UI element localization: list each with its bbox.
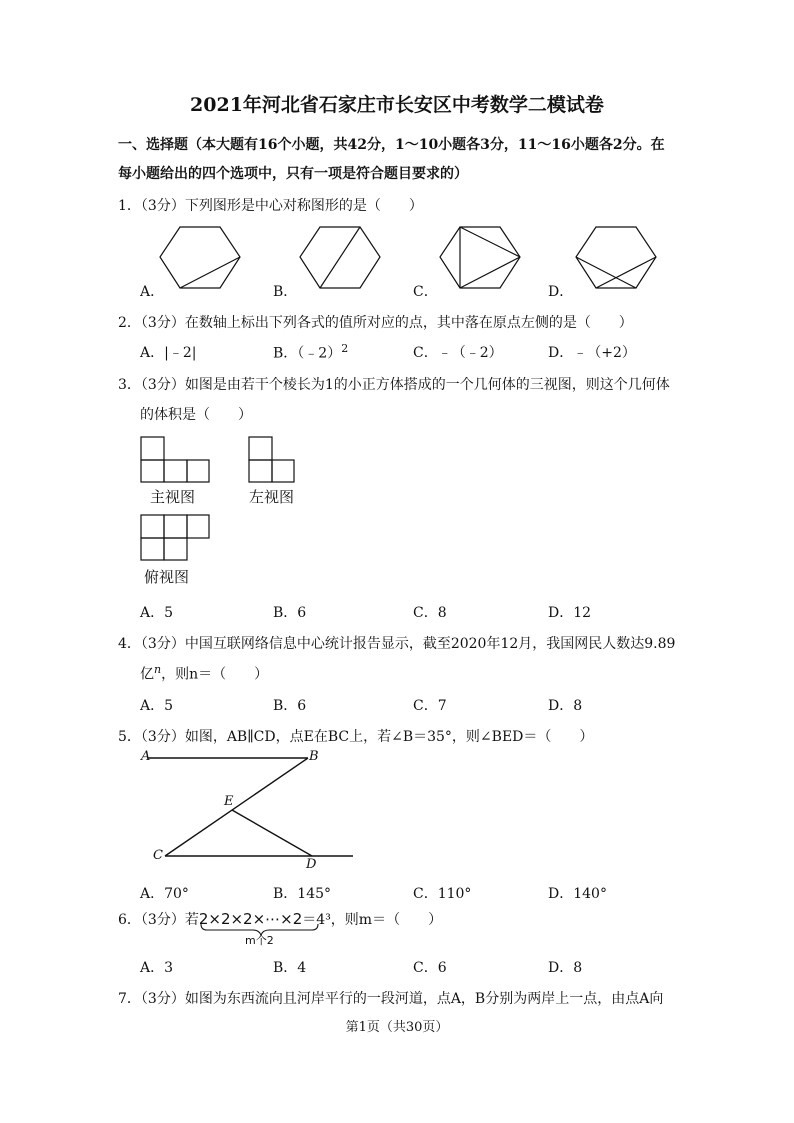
q2-option-b-base: B．（﹣2） <box>273 345 342 362</box>
q5-option-a: A．70° <box>140 886 189 902</box>
q5-point-a: A <box>141 749 151 764</box>
section-heading-line2: 每小题给出的四个选项中，只有一项是符合题目要求的） <box>118 166 468 182</box>
q7-stem: 7．（3分）如图为东西流向且河岸平行的一段河道，点A，B分别为两岸上一点，由点A向 <box>118 991 664 1007</box>
q3-option-a: A．5 <box>140 605 174 621</box>
q4-stem-suffix: ，则n＝（ ） <box>161 666 269 683</box>
q5-option-d: D．140° <box>548 886 607 902</box>
q5-stem: 5．（3分）如图，AB∥CD，点E在BC上，若∠B＝35°，则∠BED＝（ ） <box>118 729 594 745</box>
q5-line-bc <box>165 758 308 856</box>
q3-option-b: B．6 <box>273 605 307 621</box>
q6-option-d: D．8 <box>548 960 583 976</box>
q3-front-view-label: 主视图 <box>150 488 196 506</box>
q3-top-view-label: 俯视图 <box>144 568 190 586</box>
q3-top-view-drawing <box>141 515 209 560</box>
q1-hexagon-b <box>300 227 380 288</box>
q5-point-e: E <box>224 794 234 809</box>
q5-point-c: C <box>153 848 163 863</box>
q5-line-ed <box>232 810 312 856</box>
q4-option-a: A．5 <box>140 698 174 714</box>
q1-hexagon-a <box>160 227 240 288</box>
q5-option-c: C．110° <box>413 886 472 902</box>
q2-option-c: C．﹣（﹣2） <box>413 345 503 361</box>
q2-option-a: A．|﹣2| <box>140 345 197 361</box>
q4-option-c: C．7 <box>413 698 447 714</box>
q6-equals: ＝4³，则m＝（ ） <box>302 912 443 928</box>
q2-option-b-exponent: 2 <box>341 342 349 355</box>
q4-stem-prefix: 亿 <box>140 666 154 683</box>
page-footer: 第1页（共30页） <box>345 1020 449 1035</box>
q1-stem: 1．（3分）下列图形是中心对称图形的是（ ） <box>118 198 423 214</box>
q5-point-d: D <box>306 857 317 872</box>
q4-stem-line2 <box>140 663 268 684</box>
q1-option-d: D． <box>548 284 574 300</box>
q3-front-view-drawing <box>141 437 209 482</box>
q2-option-d: D．﹣（+2） <box>548 345 636 361</box>
q6-option-a: A．3 <box>140 960 174 976</box>
q3-left-view-label: 左视图 <box>249 488 295 506</box>
q6-stem <box>118 909 442 929</box>
q6-option-c: C．6 <box>413 960 447 976</box>
q6-product: 2×2×2×⋯×2 <box>198 910 303 928</box>
q1-hexagon-c <box>440 227 520 288</box>
q3-stem-line1: 3．（3分）如图是由若干个棱长为1的小正方体搭成的一个几何体的三视图，则这个几何体 <box>118 377 670 393</box>
q2-stem: 2．（3分）在数轴上标出下列各式的值所对应的点，其中落在原点左侧的是（ ） <box>118 315 633 331</box>
q5-point-b: B <box>309 749 319 764</box>
q5-option-b: B．145° <box>273 886 332 902</box>
q1-option-b: B． <box>273 284 298 300</box>
q6-option-b: B．4 <box>273 960 307 976</box>
q3-option-c: C．8 <box>413 605 447 621</box>
q4-stem-line1: 4．（3分）中国互联网络信息中心统计报告显示，截至2020年12月，我国网民人数达9.89 <box>118 636 676 652</box>
q1-option-a: A． <box>140 284 165 300</box>
q6-brace-label: m个2 <box>245 934 274 947</box>
q6-prefix: 6．（3分）若 <box>118 912 199 928</box>
q1-option-c: C． <box>413 284 438 300</box>
q1-hexagon-d <box>576 227 656 288</box>
q3-stem-line2: 的体积是（ ） <box>140 407 252 423</box>
q2-option-b <box>273 342 348 363</box>
q4-option-d: D．8 <box>548 698 583 714</box>
page-title: 2021年河北省石家庄市长安区中考数学二模试卷 <box>190 94 604 116</box>
q4-stem-sup: n <box>154 663 162 676</box>
q3-left-view-drawing <box>249 437 294 482</box>
section-heading-line1: 一、选择题（本大题有16个小题，共42分，1～10小题各3分，11～16小题各2分。在 <box>118 137 665 153</box>
q4-option-b: B．6 <box>273 698 307 714</box>
q3-option-d: D．12 <box>548 605 592 621</box>
